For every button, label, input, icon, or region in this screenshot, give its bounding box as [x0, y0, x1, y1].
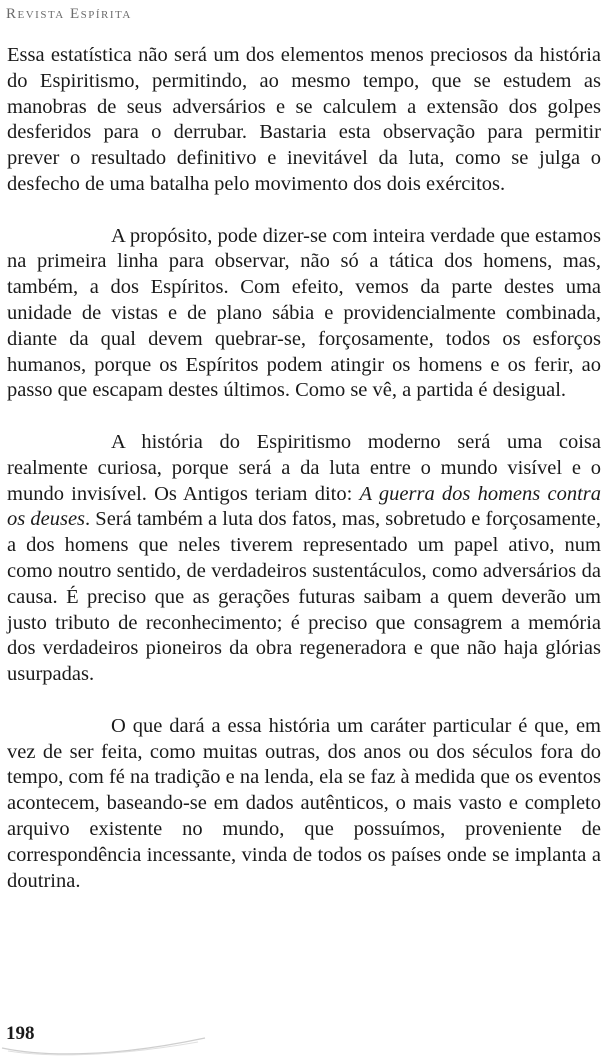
paragraph-3 [7, 430, 601, 688]
paragraph-4: O que dará a essa história um caráter particular é que, em vez de ser feita, como muitas outras, dos anos ou dos séculos fora do tempo, com fé na tradição e na lenda, ela se faz à medida que os eventos acontecem, baseando-se em dados autênticos, o mais vasto e completo arquivo existente no mundo, que possuímos, proveniente de correspondência incessante, vinda de todos os países onde se implanta a doutrina. [7, 714, 601, 892]
running-header: Revista Espírita [6, 6, 132, 22]
page-number: 198 [6, 1023, 35, 1044]
paragraph-2: A propósito, pode dizer-se com inteira verdade que estamos na primeira linha para observar, não só a tática dos homens, mas, também, a dos Espíritos. Com efeito, vemos da parte destes uma unidade de vistas e de plano sábia e providencialmente combinada, diante da qual devem quebrar-se, forçosamente, todos os esforços humanos, porque os Espíritos podem atingir os homens e os ferir, ao passo que escapam destes últimos. Como se vê, a partida é desigual. [7, 224, 601, 402]
page-body [7, 43, 601, 920]
paragraph-3-end: . Será também a luta dos fatos, mas, sobretudo e forçosamente, a dos homens que neles tiverem representado um papel ativo, num como noutro sentido, de verdadeiros sustentáculos, como adversários da causa. É preciso que as gerações futuras saibam a quem deverão um justo tributo de reconhecimento; é preciso que consagrem a memória dos verdadeiros pioneiros da obra regeneradora e que não haja glórias usurpadas. [7, 508, 601, 686]
paragraph-1: Essa estatística não será um dos elementos menos preciosos da história do Espiritismo, permitindo, ao mesmo tempo, que se estudem as manobras de seus adversários e se calculem a extensão dos golpes desferidos para o derrubar. Bastaria esta observação para permitir prever o resultado definitivo e inevitável da luta, como se julga o desfecho de uma batalha pelo movimento dos dois exércitos. [7, 44, 601, 195]
paragraph-3-quote: A guerra dos homens contra os deuses [7, 482, 601, 531]
paragraph-3-start: A história do Espiritismo moderno será uma coisa realmente curiosa, porque será a da luta entre o mundo visível e o mundo invisível. Os Antigos teriam dito: [7, 430, 601, 505]
